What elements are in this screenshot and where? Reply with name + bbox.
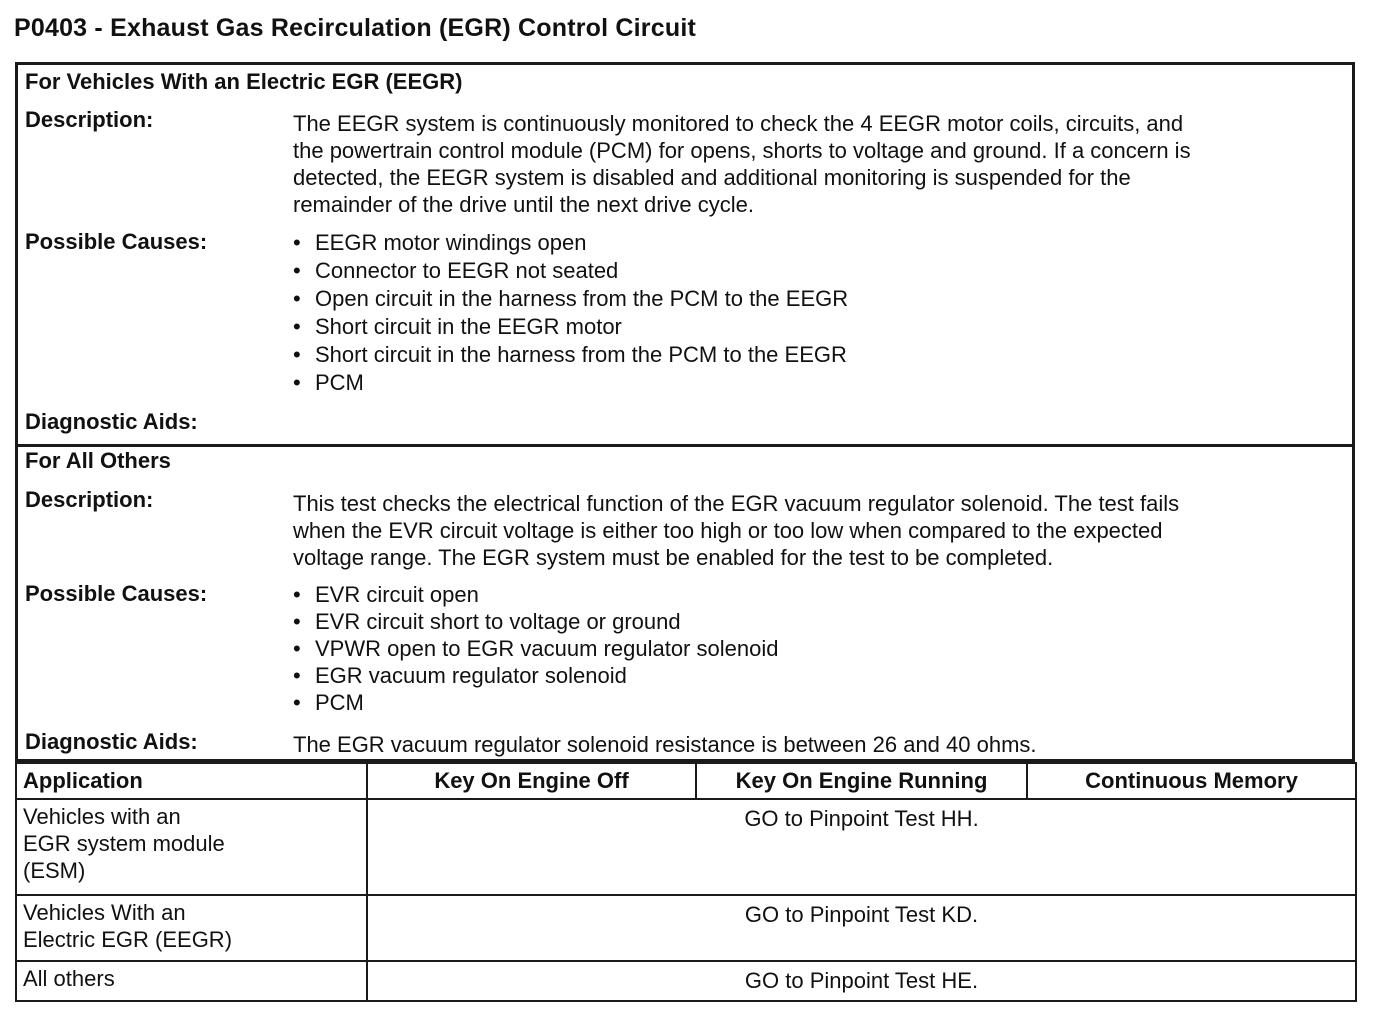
cause-item: • EGR vacuum regulator solenoid — [293, 662, 778, 689]
cause-item: • PCM — [293, 369, 848, 397]
cause-item: • EVR circuit short to voltage or ground — [293, 608, 778, 635]
application-cell — [16, 895, 367, 961]
header-key-on-engine-off: Key On Engine Off — [367, 763, 696, 799]
cause-item: • Short circuit in the harness from the PCM to the EEGR — [293, 341, 848, 369]
others-description-label: Description: — [25, 487, 154, 512]
eegr-causes-list — [293, 229, 848, 397]
header-key-on-engine-running: Key On Engine Running — [696, 763, 1027, 799]
others-description-line: voltage range. The EGR system must be enabled for the test to be completed. — [293, 545, 1054, 570]
others-description-line: when the EVR circuit voltage is either too high or too low when compared to the expected — [293, 518, 1163, 543]
application-line: Electric EGR (EEGR) — [23, 927, 233, 952]
eegr-description-label: Description: — [25, 107, 154, 132]
others-description-text — [293, 490, 1343, 571]
application-line: (ESM) — [23, 858, 86, 883]
table-row — [16, 895, 1356, 961]
application-line: Vehicles with an — [23, 804, 181, 829]
cause-item: • EEGR motor windings open — [293, 229, 848, 257]
action-cell: GO to Pinpoint Test HH. — [367, 799, 1356, 895]
others-section-heading: For All Others — [25, 448, 171, 473]
table-row — [16, 799, 1356, 895]
cause-item: • Open circuit in the harness from the PCM to the EEGR — [293, 285, 848, 313]
header-application: Application — [16, 763, 367, 799]
eegr-causes-label: Possible Causes: — [25, 229, 208, 254]
application-cell — [16, 799, 367, 895]
action-cell: GO to Pinpoint Test KD. — [367, 895, 1356, 961]
table-row — [16, 961, 1356, 1001]
diagnostic-info-box — [15, 62, 1355, 762]
others-aids-label: Diagnostic Aids: — [25, 729, 198, 754]
application-cell — [16, 961, 367, 1001]
others-causes-list — [293, 581, 778, 716]
application-line: EGR system module — [23, 831, 225, 856]
cause-item: • PCM — [293, 689, 778, 716]
page-title: P0403 - Exhaust Gas Recirculation (EGR) Control Circuit — [14, 14, 696, 42]
cause-item: • VPWR open to EGR vacuum regulator solenoid — [293, 635, 778, 662]
eegr-description-line: The EEGR system is continuously monitored to check the 4 EEGR motor coils, circuits, and — [293, 111, 1184, 136]
others-aids-text: The EGR vacuum regulator solenoid resistance is between 26 and 40 ohms. — [293, 732, 1037, 757]
header-continuous-memory: Continuous Memory — [1027, 763, 1356, 799]
others-description-line: This test checks the electrical function of the EGR vacuum regulator solenoid. The test fails — [293, 491, 1180, 516]
cause-item: • Short circuit in the EEGR motor — [293, 313, 848, 341]
cause-item: • Connector to EEGR not seated — [293, 257, 848, 285]
eegr-aids-label: Diagnostic Aids: — [25, 409, 198, 434]
eegr-description-line: detected, the EEGR system is disabled and additional monitoring is suspended for the — [293, 165, 1131, 190]
section-divider — [18, 444, 1352, 447]
eegr-description-text — [293, 110, 1343, 218]
cause-item: • EVR circuit open — [293, 581, 778, 608]
application-table — [15, 762, 1357, 1002]
application-line: All others — [23, 966, 115, 991]
table-header-row — [16, 763, 1356, 799]
eegr-description-line: remainder of the drive until the next drive cycle. — [293, 192, 755, 217]
others-causes-label: Possible Causes: — [25, 581, 208, 606]
application-line: Vehicles With an — [23, 900, 186, 925]
eegr-section-heading: For Vehicles With an Electric EGR (EEGR) — [25, 69, 463, 94]
action-cell: GO to Pinpoint Test HE. — [367, 961, 1356, 1001]
eegr-description-line: the powertrain control module (PCM) for opens, shorts to voltage and ground. If a concern is — [293, 138, 1191, 163]
